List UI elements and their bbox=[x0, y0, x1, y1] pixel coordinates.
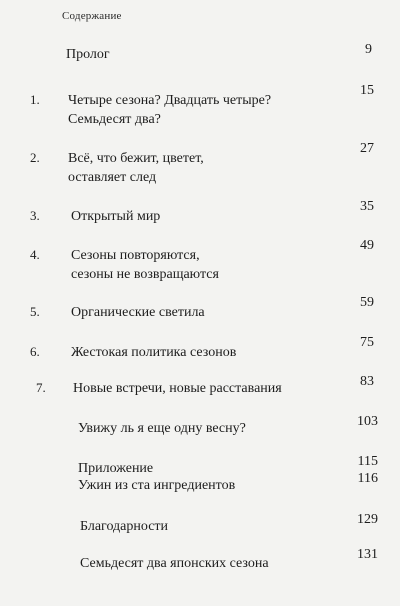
entry-title: Открытый мир bbox=[71, 209, 161, 224]
entry-page-number: 115 bbox=[357, 454, 378, 469]
entry-title: Ужин из ста ингредиентов bbox=[78, 478, 236, 493]
entry-page-number: 83 bbox=[360, 374, 374, 389]
entry-title-line-1: Четыре сезона? Двадцать четыре? bbox=[68, 93, 272, 108]
entry-title: Увижу ль я еще одну весну? bbox=[78, 421, 246, 436]
entry-page-number: 131 bbox=[357, 547, 378, 562]
entry-page-number: 129 bbox=[357, 512, 378, 527]
toc-header: Содержание bbox=[62, 10, 122, 22]
entry-title: Пролог bbox=[66, 47, 110, 62]
entry-page-number: 15 bbox=[360, 83, 374, 98]
entry-page-number: 116 bbox=[357, 471, 378, 486]
entry-page-number: 75 bbox=[360, 335, 374, 350]
entry-number: 1. bbox=[30, 92, 40, 107]
entry-number: 3. bbox=[30, 208, 40, 223]
entry-title: Благодарности bbox=[80, 519, 169, 534]
entry-title-line-1: Всё, что бежит, цветет, bbox=[68, 151, 204, 166]
entry-number: 5. bbox=[30, 304, 40, 319]
entry-title: Семьдесят два японских сезона bbox=[80, 556, 269, 571]
entry-title-line-2: сезоны не возвращаются bbox=[71, 267, 219, 282]
entry-page-number: 59 bbox=[360, 295, 374, 310]
entry-page-number: 35 bbox=[360, 199, 374, 214]
entry-title-line-2: оставляет след bbox=[68, 170, 157, 185]
entry-title-line-2: Семьдесят два? bbox=[68, 112, 161, 127]
entry-number: 2. bbox=[30, 150, 40, 165]
entry-title-line-1: Сезоны повторяются, bbox=[71, 248, 200, 263]
entry-number: 6. bbox=[30, 344, 40, 359]
entry-page-number: 9 bbox=[365, 42, 372, 57]
entry-page-number: 49 bbox=[360, 238, 374, 253]
entry-title: Приложение bbox=[78, 461, 154, 476]
entry-number: 7. bbox=[36, 380, 46, 395]
entry-page-number: 27 bbox=[360, 141, 374, 156]
entry-title: Новые встречи, новые расставания bbox=[73, 381, 282, 396]
entry-page-number: 103 bbox=[357, 414, 378, 429]
entry-title: Жестокая политика сезонов bbox=[71, 345, 237, 360]
entry-title: Органические светила bbox=[71, 305, 205, 320]
entry-number: 4. bbox=[30, 247, 40, 262]
